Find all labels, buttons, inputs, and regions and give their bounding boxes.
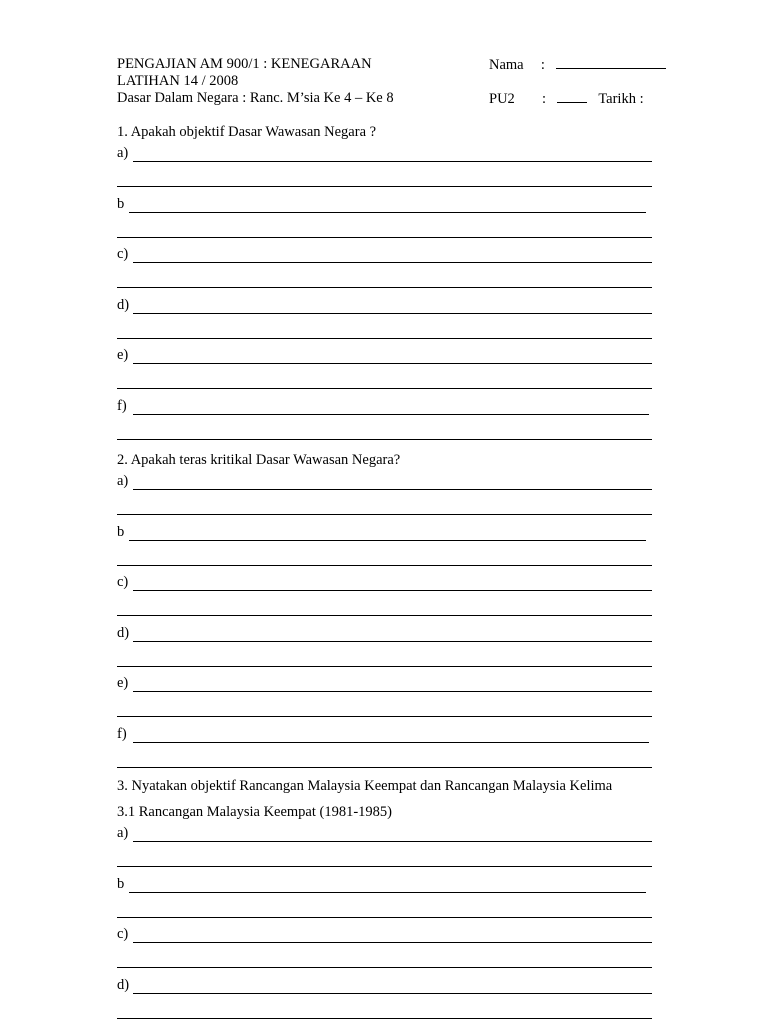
question-subheading: 3.1 Rancangan Malaysia Keempat (1981-1985) — [117, 804, 393, 820]
answer-line[interactable] — [133, 841, 652, 842]
answer-label: d) — [117, 977, 130, 993]
answer-label: e) — [117, 675, 129, 691]
answer-line[interactable] — [129, 212, 646, 213]
name-blank[interactable] — [556, 56, 666, 69]
answer-continuation-line[interactable] — [117, 767, 652, 768]
answer-continuation-line[interactable] — [117, 388, 652, 389]
answer-line[interactable] — [133, 942, 652, 943]
answer-label: c) — [117, 926, 129, 942]
answer-line[interactable] — [133, 313, 652, 314]
answer-line[interactable] — [133, 262, 652, 263]
answer-label: f) — [117, 398, 127, 414]
answer-label: a) — [117, 825, 129, 841]
date-label: Tarikh : — [598, 91, 644, 107]
answer-label: c) — [117, 246, 129, 262]
class-label: PU2 — [489, 91, 515, 107]
answer-continuation-line[interactable] — [117, 866, 652, 867]
answer-line[interactable] — [133, 161, 652, 162]
answer-continuation-line[interactable] — [117, 967, 652, 968]
answer-line[interactable] — [133, 742, 649, 743]
answer-continuation-line[interactable] — [117, 716, 652, 717]
exercise-title: LATIHAN 14 / 2008 — [117, 73, 239, 89]
answer-label: e) — [117, 347, 129, 363]
answer-line[interactable] — [129, 540, 646, 541]
question-text: 2. Apakah teras kritikal Dasar Wawasan Negara? — [117, 452, 401, 468]
answer-continuation-line[interactable] — [117, 237, 652, 238]
answer-continuation-line[interactable] — [117, 439, 652, 440]
question-text: 3. Nyatakan objektif Rancangan Malaysia Keempat dan Rancangan Malaysia Kelima — [117, 778, 613, 794]
answer-continuation-line[interactable] — [117, 917, 652, 918]
answer-label: d) — [117, 625, 130, 641]
answer-line[interactable] — [133, 641, 652, 642]
answer-continuation-line[interactable] — [117, 565, 652, 566]
answer-label: a) — [117, 473, 129, 489]
answer-line[interactable] — [133, 590, 652, 591]
class-date-field — [489, 90, 644, 107]
answer-continuation-line[interactable] — [117, 338, 652, 339]
answer-label: a) — [117, 145, 129, 161]
answer-line[interactable] — [133, 691, 652, 692]
answer-line[interactable] — [133, 993, 652, 994]
answer-line[interactable] — [133, 489, 652, 490]
answer-continuation-line[interactable] — [117, 287, 652, 288]
name-field — [489, 56, 666, 73]
subject-title: PENGAJIAN AM 900/1 : KENEGARAAN — [117, 56, 372, 72]
answer-label: f) — [117, 726, 127, 742]
answer-line[interactable] — [133, 414, 649, 415]
answer-label: b — [117, 876, 125, 892]
topic-title: Dasar Dalam Negara : Ranc. M’sia Ke 4 – Ke 8 — [117, 90, 394, 106]
answer-label: c) — [117, 574, 129, 590]
answer-label: b — [117, 524, 125, 540]
name-separator: : — [540, 57, 545, 73]
class-separator: : — [542, 91, 547, 107]
answer-continuation-line[interactable] — [117, 186, 652, 187]
name-label: Nama — [489, 57, 524, 73]
answer-label: d) — [117, 297, 130, 313]
question-text: 1. Apakah objektif Dasar Wawasan Negara ? — [117, 124, 377, 140]
answer-label: b — [117, 196, 125, 212]
answer-continuation-line[interactable] — [117, 1018, 652, 1019]
answer-continuation-line[interactable] — [117, 615, 652, 616]
answer-continuation-line[interactable] — [117, 666, 652, 667]
answer-line[interactable] — [129, 892, 646, 893]
answer-continuation-line[interactable] — [117, 514, 652, 515]
answer-line[interactable] — [133, 363, 652, 364]
class-blank[interactable] — [557, 90, 587, 103]
